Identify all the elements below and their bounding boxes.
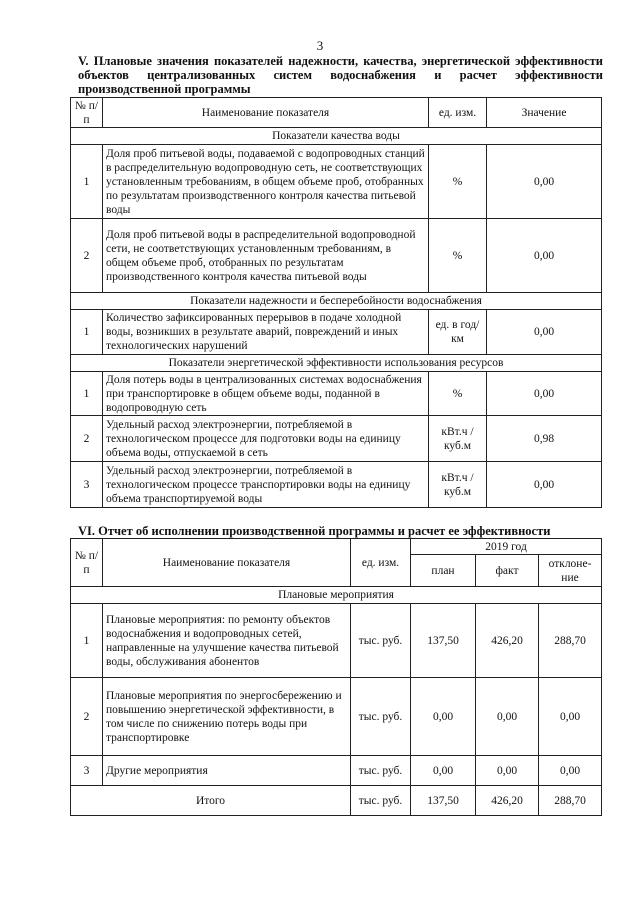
row-value: 0,00 [487,462,602,508]
header-unit: ед. изм. [429,98,487,128]
row-unit: % [429,219,487,293]
row-unit: кВт.ч / куб.м [429,462,487,508]
group-row [71,587,602,604]
row-num: 1 [71,145,103,219]
total-deviation: 288,70 [539,786,602,816]
row-name: Другие мероприятия [103,756,351,786]
header-num: № п/п [71,98,103,128]
row-unit: кВт.ч / куб.м [429,416,487,462]
group-title: Показатели надежности и бесперебойности водоснабжения [71,293,602,310]
row-value: 0,00 [487,219,602,293]
row-unit: тыс. руб. [351,678,411,756]
row-num: 3 [71,462,103,508]
header-name: Наименование показателя [103,539,351,587]
header-unit: ед. изм. [351,539,411,587]
group-title: Показатели качества воды [71,128,602,145]
row-num: 2 [71,678,103,756]
report-table [70,538,602,816]
row-fact: 426,20 [476,604,539,678]
table-row [71,756,602,786]
header-fact: факт [476,555,539,587]
row-num: 2 [71,219,103,293]
group-title: Плановые мероприятия [71,587,602,604]
table-row [71,462,602,508]
table-row [71,310,602,355]
total-fact: 426,20 [476,786,539,816]
row-name: Количество зафиксированных перерывов в подаче холодной воды, возникших в результате аварий, повреждений и иных технологических нарушений [103,310,429,355]
row-num: 1 [71,372,103,416]
table-row [71,219,602,293]
row-num: 1 [71,604,103,678]
row-unit: ед. в год/ км [429,310,487,355]
table-header-row [71,539,602,555]
header-plan: план [411,555,476,587]
group-row [71,128,602,145]
row-value: 0,98 [487,416,602,462]
row-num: 3 [71,756,103,786]
row-unit: тыс. руб. [351,756,411,786]
row-deviation: 288,70 [539,604,602,678]
row-value: 0,00 [487,372,602,416]
table-header-row [71,98,602,128]
row-fact: 0,00 [476,756,539,786]
row-name: Плановые мероприятия: по ремонту объектов водоснабжения и водопроводных сетей, направленные на улучшение качества питьевой воды, обслуживания абонентов [103,604,351,678]
row-unit: % [429,145,487,219]
row-num: 2 [71,416,103,462]
header-num: № п/п [71,539,103,587]
row-name: Удельный расход электроэнергии, потребляемой в технологическом процессе для подготовки воды на единицу объема воды, отпускаемой в сеть [103,416,429,462]
row-plan: 0,00 [411,756,476,786]
total-plan: 137,50 [411,786,476,816]
table-row [71,372,602,416]
table-row [71,145,602,219]
table-row [71,604,602,678]
row-unit: % [429,372,487,416]
row-unit: тыс. руб. [351,604,411,678]
section-6-heading: VI. Отчет об исполнении производственной программы и расчет ее эффективности [78,524,551,538]
total-row [71,786,602,816]
row-num: 1 [71,310,103,355]
table-row [71,416,602,462]
row-fact: 0,00 [476,678,539,756]
total-label: Итого [71,786,351,816]
section-5-heading: V. Плановые значения показателей надежности, качества, энергетической эффективности объектов централизованных систем водоснабжения и расчет эффективности производственной программы [78,54,603,96]
table-row [71,678,602,756]
row-plan: 0,00 [411,678,476,756]
indicators-table [70,97,602,508]
row-name: Доля потерь воды в централизованных системах водоснабжения при транспортировке в общем объеме воды, поданной в водопроводную сеть [103,372,429,416]
row-name: Доля проб питьевой воды, подаваемой с водопроводных станций в распределительную водопроводную сеть, не соответствующих установленным требованиям, в общем объеме проб, отобранных по результатам производственного контроля качества питьевой воды [103,145,429,219]
group-row [71,293,602,310]
row-plan: 137,50 [411,604,476,678]
row-name: Доля проб питьевой воды в распределительной водопроводной сети, не соответствующих установленным требованиям, в общем объеме проб, отобранных по результатам производственного контроля качества питьевой воды [103,219,429,293]
total-unit: тыс. руб. [351,786,411,816]
header-year: 2019 год [411,539,602,555]
group-title: Показатели энергетической эффективности использования ресурсов [71,355,602,372]
row-name: Удельный расход электроэнергии, потребляемой в технологическом процессе транспортировки воды на единицу объема транспортируемой воды [103,462,429,508]
row-value: 0,00 [487,310,602,355]
row-deviation: 0,00 [539,678,602,756]
page-number: 3 [316,38,324,53]
row-value: 0,00 [487,145,602,219]
header-name: Наименование показателя [103,98,429,128]
header-value: Значение [487,98,602,128]
group-row [71,355,602,372]
row-deviation: 0,00 [539,756,602,786]
header-deviation: отклоне-ние [539,555,602,587]
row-name: Плановые мероприятия по энергосбережению и повышению энергетической эффективности, в том числе по снижению потерь воды при транспортировке [103,678,351,756]
